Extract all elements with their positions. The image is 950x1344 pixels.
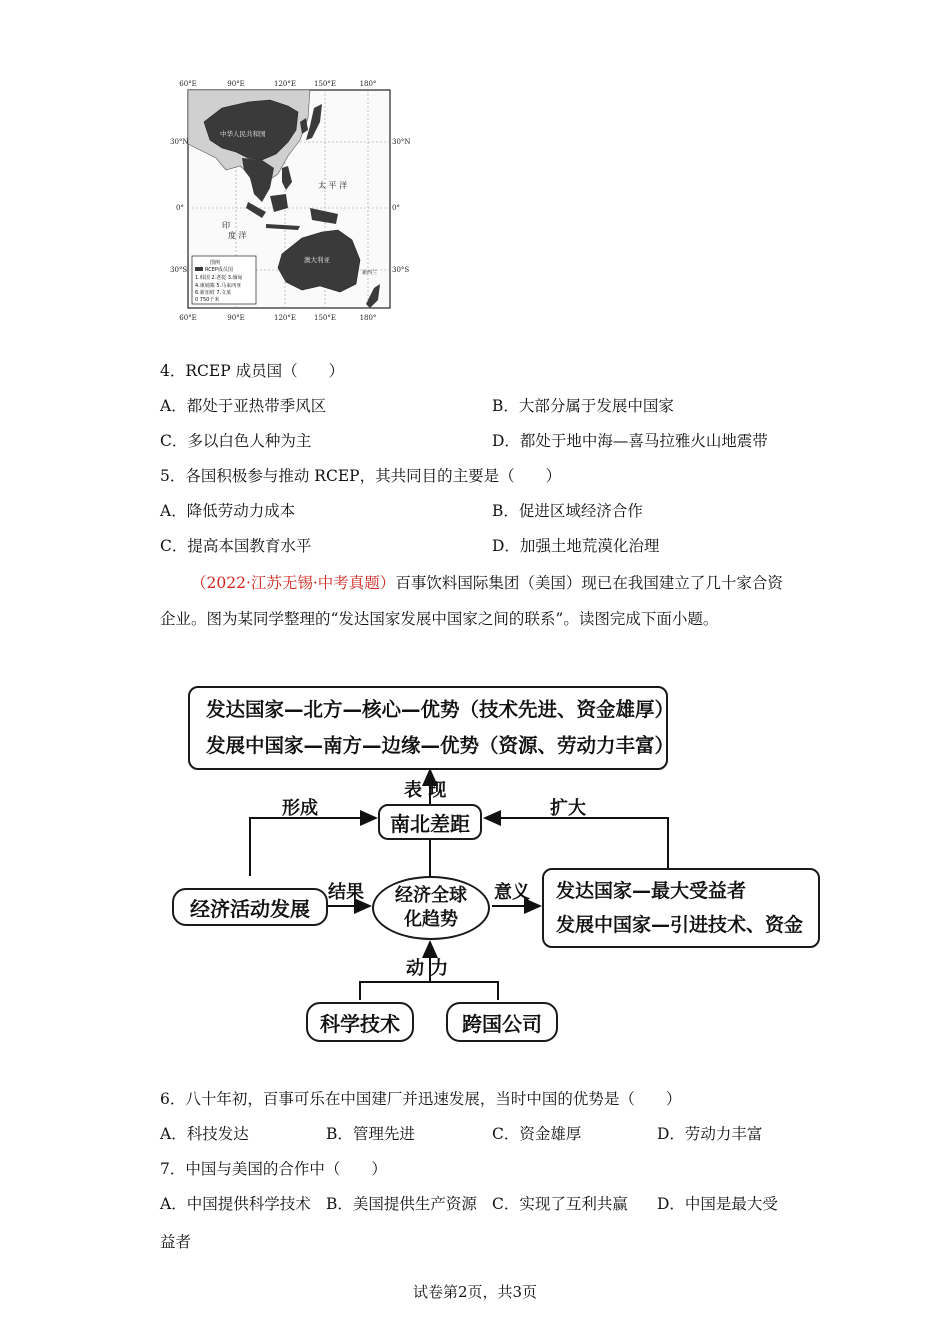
q4-option-d[interactable]: D．都处于地中海—喜马拉雅火山地震带 xyxy=(492,432,768,450)
ellipse-globalization xyxy=(372,876,490,940)
nz-label: 新西兰 xyxy=(362,270,378,276)
lat-right-30n: 30°N xyxy=(392,138,411,146)
right-box-line-2: 发展中国家—引进技术、资金 xyxy=(556,914,804,936)
lat-left-30s: 30°S xyxy=(170,266,188,274)
pacific-label: 太 平 洋 xyxy=(318,181,348,190)
q6-option-d[interactable]: D．劳动力丰富 xyxy=(657,1125,763,1143)
q5-option-d[interactable]: D．加强土地荒漠化治理 xyxy=(492,537,660,555)
intro-paragraph xyxy=(160,565,790,637)
legend-row-1: 1.韩国 2.老挝 3.缅甸 xyxy=(195,275,243,281)
rcep-map xyxy=(170,78,411,328)
q4-option-c[interactable]: C．多以白色人种为主 xyxy=(160,432,312,450)
top-box xyxy=(188,686,675,770)
rcep-map-svg xyxy=(170,78,411,328)
q7-option-d[interactable]: D．中国是最大受 xyxy=(657,1195,778,1213)
q7-option-c[interactable]: C．实现了互利共赢 xyxy=(492,1195,628,1213)
line-bottom-join xyxy=(360,982,498,1000)
box-jingji-activity: 经济活动发展 xyxy=(172,888,328,926)
q6-stem: 6．八十年初，百事可乐在中国建厂并迅速发展，当时中国的优势是（ ） xyxy=(160,1090,682,1108)
q7-option-d-continued: 益者 xyxy=(160,1233,192,1251)
q5-option-b[interactable]: B．促进区域经济合作 xyxy=(492,502,643,520)
lon-top-120: 120°E xyxy=(274,80,296,88)
label-kuoda: 扩大 xyxy=(550,798,586,819)
intro-source: （2022·江苏无锡·中考真题） xyxy=(191,574,396,592)
lat-left-30n: 30°N xyxy=(170,138,189,146)
australia-label: 澳大利亚 xyxy=(304,256,330,264)
q7-option-a[interactable]: A．中国提供科学技术 xyxy=(160,1195,311,1213)
globalization-line-2: 化趋势 xyxy=(404,909,458,930)
legend-row-2: 4.柬埔寨 5.马来西亚 xyxy=(195,283,242,289)
label-dongli: 动 力 xyxy=(406,958,449,979)
lon-bottom-150: 150°E xyxy=(314,314,336,322)
globalization-line-1: 经济全球 xyxy=(395,885,467,906)
q4-option-b[interactable]: B．大部分属于发展中国家 xyxy=(492,397,674,415)
q7-stem: 7．中国与美国的合作中（ ） xyxy=(160,1160,387,1178)
indian-label-2: 度 洋 xyxy=(228,231,247,240)
q4-option-a[interactable]: A．都处于亚热带季风区 xyxy=(160,397,327,415)
q5-option-c[interactable]: C．提高本国教育水平 xyxy=(160,537,312,555)
label-biaoxian: 表 现 xyxy=(404,780,447,801)
page-footer: 试卷第2页，共3页 xyxy=(412,1283,538,1301)
label-yiyi: 意义 xyxy=(494,882,530,903)
legend-row-0: RCEP成员国 xyxy=(205,267,233,273)
box-keji: 科学技术 xyxy=(306,1002,414,1042)
lon-bottom-120: 120°E xyxy=(274,314,296,322)
box-nanbei: 南北差距 xyxy=(378,804,482,840)
box-kuaguo: 跨国公司 xyxy=(446,1002,558,1042)
q5-stem: 5．各国积极参与推动 RCEP，其共同目的主要是（ ） xyxy=(160,467,562,485)
lon-top-150: 150°E xyxy=(314,80,336,88)
q6-option-b[interactable]: B．管理先进 xyxy=(326,1125,415,1143)
label-jieguo: 结果 xyxy=(328,882,364,903)
arrow-xingcheng xyxy=(250,818,376,876)
q6-option-c[interactable]: C．资金雄厚 xyxy=(492,1125,582,1143)
lat-left-0: 0° xyxy=(176,204,184,212)
legend-title: 图例 xyxy=(210,260,221,266)
right-box xyxy=(542,868,820,948)
lon-top-90: 90°E xyxy=(227,80,245,88)
indian-label-1: 印 xyxy=(222,221,230,230)
legend-row-4: 0 750千米 xyxy=(195,297,220,303)
flow-diagram xyxy=(160,680,830,1060)
q4-stem: 4．RCEP 成员国（ ） xyxy=(160,362,345,380)
top-box-line-1: 发达国家—北方—核心—优势（技术先进、资金雄厚） xyxy=(206,698,675,721)
lon-bottom-180: 180° xyxy=(359,314,377,322)
right-box-line-1: 发达国家—最大受益者 xyxy=(556,880,747,902)
lon-top-180: 180° xyxy=(359,80,377,88)
lon-bottom-90: 90°E xyxy=(227,314,245,322)
map-legend xyxy=(192,256,256,304)
q7-option-b[interactable]: B．美国提供生产资源 xyxy=(326,1195,477,1213)
legend-row-3: 6.新加坡 7.文莱 xyxy=(195,290,232,296)
lon-bottom-60: 60°E xyxy=(179,314,197,322)
q5-option-a[interactable]: A．降低劳动力成本 xyxy=(160,502,296,520)
china-label: 中华人民共和国 xyxy=(220,130,266,138)
lat-right-30s: 30°S xyxy=(392,266,410,274)
lat-right-0: 0° xyxy=(392,204,400,212)
intro-text: 百事饮料国际集团（美国）现已在我国建立了几十家合资企业。图为某同学整理的“发达国家发展中国家之间的联系”。读图完成下面小题。 xyxy=(160,574,783,628)
label-xingcheng: 形成 xyxy=(282,798,318,819)
top-box-line-2: 发展中国家—南方—边缘—优势（资源、劳动力丰富） xyxy=(206,734,675,757)
lon-top-60: 60°E xyxy=(179,80,197,88)
q6-option-a[interactable]: A．科技发达 xyxy=(160,1125,249,1143)
